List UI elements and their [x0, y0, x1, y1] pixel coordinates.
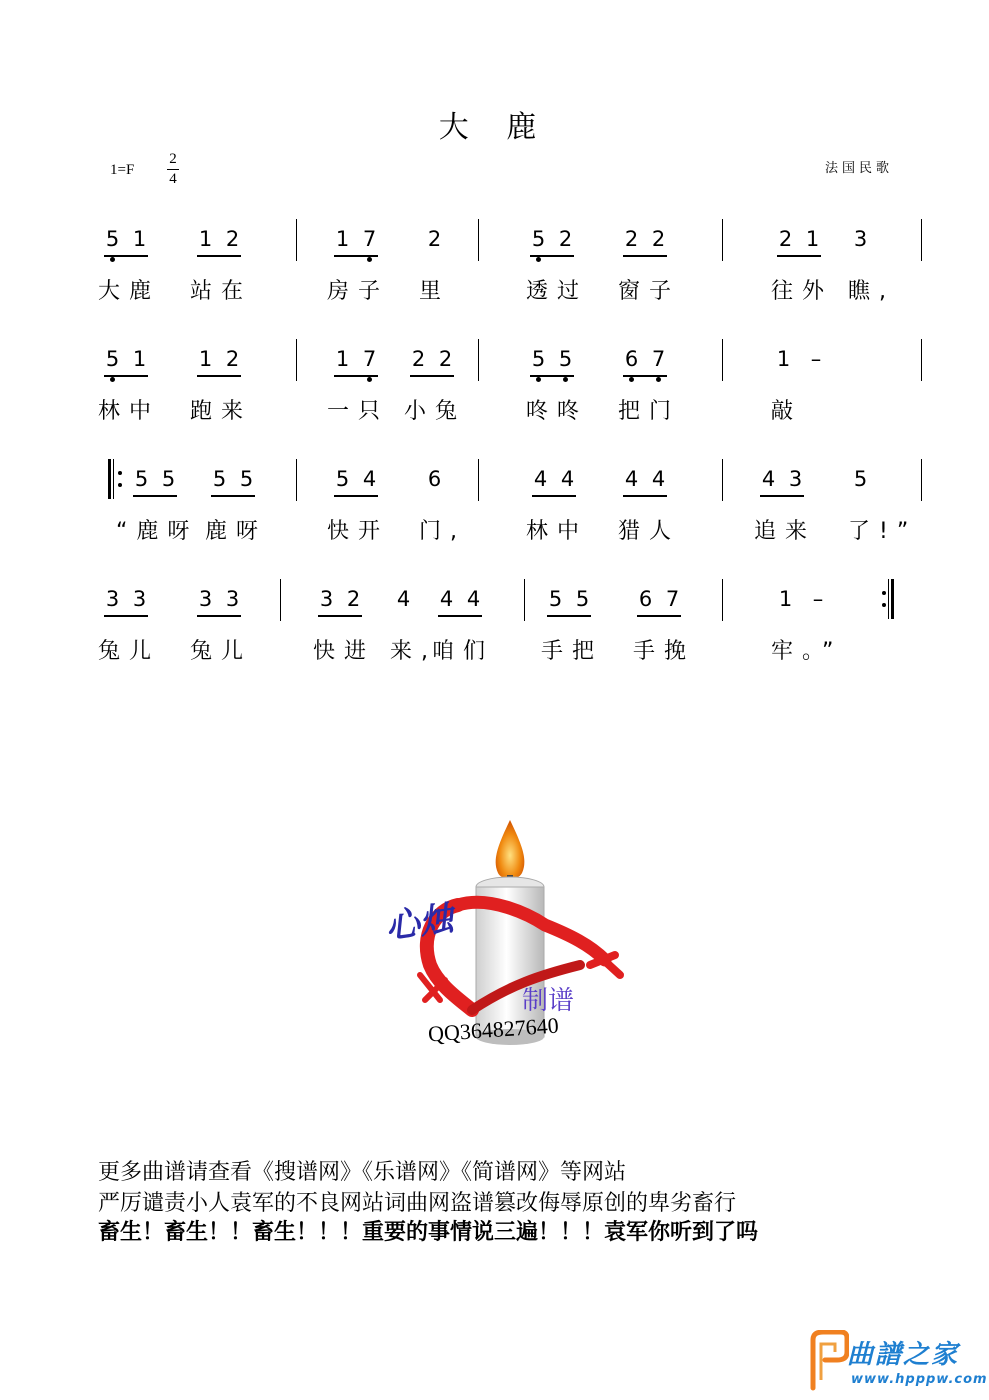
barline [280, 579, 281, 621]
logo-qq: QQ364827640 [427, 1012, 560, 1047]
note: 5 [105, 347, 120, 371]
note: 1 [198, 347, 213, 371]
note-group [530, 225, 574, 265]
note-group [211, 465, 255, 505]
lyric: 手挽 [633, 639, 696, 664]
note-group [532, 465, 576, 505]
note: 5 [558, 347, 573, 371]
lyric: 鹿呀 [205, 519, 268, 544]
note: 5 [335, 467, 350, 491]
barline [524, 579, 525, 621]
meter-bottom: 4 [169, 171, 177, 187]
lyric: 里 [419, 279, 451, 304]
note-group [623, 225, 667, 265]
note-group [547, 585, 591, 625]
note: 5 [105, 227, 120, 251]
lyric: 站在 [190, 279, 253, 304]
note: 4 [624, 467, 639, 491]
watermark-url: www.hpppw.com [851, 1372, 988, 1387]
beam-underline [197, 375, 241, 377]
note-group [104, 345, 148, 385]
beam-underline [104, 255, 148, 257]
beam-underline [623, 375, 667, 377]
lyric: 了!” [848, 519, 918, 544]
beam-underline [334, 375, 378, 377]
note-group [530, 345, 574, 385]
beam-underline [104, 615, 148, 617]
lyric: 敲 [771, 399, 803, 424]
beam-underline [623, 255, 667, 257]
note-group [777, 585, 830, 625]
note: 3 [198, 587, 213, 611]
note-group [775, 345, 828, 385]
note: 7 [665, 587, 680, 611]
note: 5 [161, 467, 176, 491]
note-group [623, 345, 667, 385]
footer-line-1: 更多曲谱请查看《搜谱网》《乐谱网》《简谱网》等网站 [98, 1160, 627, 1185]
note: 2 [346, 587, 361, 611]
note: 7 [362, 227, 377, 251]
note: 2 [778, 227, 793, 251]
lyric: 往外 [771, 279, 834, 304]
note: 1 [132, 227, 147, 251]
score-row [0, 585, 989, 705]
note-group [334, 345, 378, 385]
beam-underline [211, 495, 255, 497]
beam-underline [760, 495, 804, 497]
watermark-logo-icon [805, 1330, 849, 1392]
note: 3 [788, 467, 803, 491]
note: 4 [466, 587, 481, 611]
note: 4 [651, 467, 666, 491]
note: 1 [778, 587, 793, 611]
meter-top: 2 [169, 151, 177, 167]
beam-underline [623, 495, 667, 497]
note: 1 [198, 227, 213, 251]
lyric: 兔儿 [190, 639, 253, 664]
lyric: 跑来 [190, 399, 253, 424]
beam-underline [410, 375, 454, 377]
score-row [0, 465, 989, 585]
note: 2 [558, 227, 573, 251]
note: 5 [212, 467, 227, 491]
note: 2 [438, 347, 453, 371]
note: 2 [427, 227, 442, 251]
note: 2 [411, 347, 426, 371]
barline [921, 219, 922, 261]
note-group [426, 465, 443, 505]
note: 6 [638, 587, 653, 611]
note-group [395, 585, 412, 625]
note: 2 [225, 347, 240, 371]
lyric: 门, [419, 519, 466, 544]
note: 1 [335, 347, 350, 371]
lyric: 猎人 [618, 519, 681, 544]
repeat-end-sign [882, 579, 896, 619]
watermark-name: 曲譜之家 [847, 1340, 960, 1370]
lyric: 透过 [526, 279, 589, 304]
barline [722, 459, 723, 501]
beam-underline [197, 615, 241, 617]
beam-underline [334, 255, 378, 257]
note: 4 [761, 467, 776, 491]
note-group [334, 465, 378, 505]
beam-underline [530, 375, 574, 377]
note: 5 [134, 467, 149, 491]
barline [921, 459, 922, 501]
lyric: 手把 [541, 639, 604, 664]
note: 5 [575, 587, 590, 611]
note-group [760, 465, 804, 505]
note-group [334, 225, 378, 265]
note: 5 [239, 467, 254, 491]
note: 3 [105, 587, 120, 611]
note: 4 [396, 587, 411, 611]
barline [722, 219, 723, 261]
note: 6 [624, 347, 639, 371]
lyric: 来, [390, 639, 437, 664]
lyric: 追来 [754, 519, 817, 544]
note: 3 [319, 587, 334, 611]
key-signature: 1=F [110, 162, 135, 178]
note: – [810, 347, 822, 371]
note: 4 [533, 467, 548, 491]
lyric: 瞧, [848, 279, 895, 304]
lyric: 快进 [313, 639, 376, 664]
note: 6 [427, 467, 442, 491]
note-group [623, 465, 667, 505]
note: 4 [439, 587, 454, 611]
lyric: 牢。” [771, 639, 843, 664]
note-group [133, 465, 177, 505]
lyric: 小兔 [404, 399, 467, 424]
note-group [852, 465, 869, 505]
beam-underline [318, 615, 362, 617]
note: – [812, 587, 824, 611]
beam-underline [197, 255, 241, 257]
beam-underline [532, 495, 576, 497]
barline [722, 339, 723, 381]
note: 2 [225, 227, 240, 251]
watermark [805, 1330, 988, 1395]
note: 4 [362, 467, 377, 491]
note: 7 [362, 347, 377, 371]
lyric: 大鹿 [98, 279, 161, 304]
note: 5 [531, 347, 546, 371]
logo-made-by: 制谱 [522, 986, 575, 1016]
note-group [637, 585, 681, 625]
barline [921, 339, 922, 381]
note-group [438, 585, 482, 625]
note: 1 [805, 227, 820, 251]
barline [296, 219, 297, 261]
beam-underline [133, 495, 177, 497]
barline [296, 459, 297, 501]
lyric: 房子 [327, 279, 390, 304]
time-signature [165, 150, 181, 189]
footer-line-3: 畜生！畜生！！畜生！！！重要的事情说三遍！！！袁军你听到了吗 [98, 1220, 759, 1245]
beam-underline [777, 255, 821, 257]
note: 3 [132, 587, 147, 611]
lyric: 咱们 [432, 639, 495, 664]
note: 1 [335, 227, 350, 251]
note: 7 [651, 347, 666, 371]
note-group [197, 585, 241, 625]
logo-signature: 心烛 [383, 898, 456, 948]
barline [296, 339, 297, 381]
note-group [777, 225, 821, 265]
note: 2 [624, 227, 639, 251]
note: 5 [531, 227, 546, 251]
note-group [410, 345, 454, 385]
lyric: 一只 [327, 399, 390, 424]
lyric: 咚咚 [526, 399, 589, 424]
page-title: 大 鹿 [438, 110, 551, 145]
note: 3 [853, 227, 868, 251]
note: 5 [853, 467, 868, 491]
note: 1 [776, 347, 791, 371]
barline [722, 579, 723, 621]
repeat-start-sign [108, 459, 122, 499]
note-group [104, 585, 148, 625]
lyric: 把门 [618, 399, 681, 424]
beam-underline [637, 615, 681, 617]
barline [478, 459, 479, 501]
footer-line-2: 严厉谴责小人袁军的不良网站词曲网盗谱篡改侮辱原创的卑劣畜行 [98, 1191, 737, 1216]
lyric: 快开 [327, 519, 390, 544]
score-row [0, 345, 989, 465]
note: 5 [548, 587, 563, 611]
beam-underline [438, 615, 482, 617]
note-group [852, 225, 869, 265]
beam-underline [104, 375, 148, 377]
note: 1 [132, 347, 147, 371]
score-row [0, 225, 989, 345]
barline [478, 219, 479, 261]
note: 4 [560, 467, 575, 491]
barline [478, 339, 479, 381]
note: 3 [225, 587, 240, 611]
beam-underline [334, 495, 378, 497]
note-group [197, 225, 241, 265]
song-origin: 法国民歌 [825, 161, 894, 176]
lyric: 兔儿 [98, 639, 161, 664]
lyric: “鹿呀 [116, 519, 199, 544]
note-group [426, 225, 443, 265]
lyric: 林中 [98, 399, 161, 424]
note-group [197, 345, 241, 385]
note-group [104, 225, 148, 265]
note-group [318, 585, 362, 625]
lyric: 窗子 [618, 279, 681, 304]
note: 2 [651, 227, 666, 251]
beam-underline [547, 615, 591, 617]
lyric: 林中 [526, 519, 589, 544]
beam-underline [530, 255, 574, 257]
logo [380, 815, 640, 1065]
